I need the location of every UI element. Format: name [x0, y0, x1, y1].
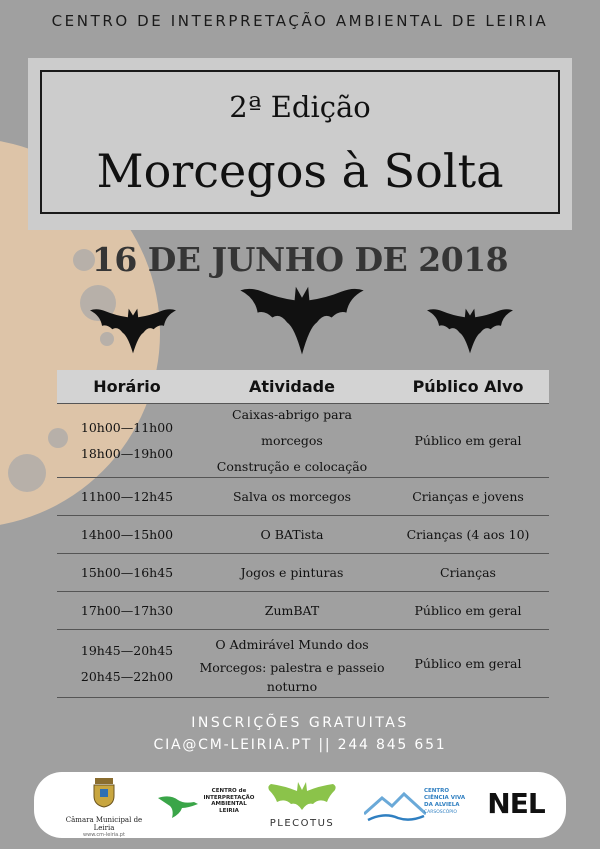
organization-line: CENTRO DE INTERPRETAÇÃO AMBIENTAL DE LEIRIA [51, 12, 549, 30]
table-row [57, 630, 549, 698]
time-cell: 14h00—15h00 [80, 526, 174, 542]
activity-cell: Salva os morcegos [232, 488, 352, 504]
activity-cell: O BATista [260, 526, 324, 542]
registration-note: INSCRIÇÕES GRATUITAS [191, 715, 409, 731]
event-title: Morcegos à Solta [96, 144, 504, 198]
camara-name: Câmara Municipal de Leiria [65, 816, 143, 832]
plecotus-logo [266, 782, 338, 832]
table-row [57, 592, 549, 630]
audience-cell: Público em geral [414, 602, 522, 618]
bat-icon [90, 304, 176, 358]
camara-logo [56, 778, 152, 838]
cia-line1: CENTRO de [211, 788, 247, 794]
bat-icon [427, 304, 513, 358]
activity-cell: O Admirável Mundo dos Morcegos: palestra e passeio noturno [199, 636, 385, 694]
event-date: 16 DE JUNHO DE 2018 [91, 240, 509, 279]
ciencia-line1: CENTRO [424, 788, 450, 794]
audience-cell: Crianças [440, 564, 496, 580]
time-cell: 19h45—20h45 20h45—22h00 [80, 642, 174, 684]
cia-logo [158, 786, 264, 826]
time-cell: 10h00—11h00 18h00—19h00 [80, 419, 174, 461]
sponsor-logos [34, 772, 566, 838]
moon-crater [8, 454, 46, 492]
plecotus-name: PLECOTUS [269, 818, 335, 829]
coat-of-arms-icon [91, 778, 117, 808]
camara-url: www.cm-leiria.pt [83, 832, 125, 838]
header-time: Horário [93, 377, 161, 396]
contact-info[interactable]: CIA@CM-LEIRIA.PT || 244 845 651 [153, 737, 447, 753]
table-row [57, 478, 549, 516]
header-activity: Atividade [249, 377, 335, 396]
nel-logo: NEL [487, 787, 545, 820]
schedule-table [57, 370, 549, 698]
table-row [57, 554, 549, 592]
ciencia-line3: DA ALVIELA [424, 802, 460, 808]
cia-line4: LEIRIA [219, 807, 239, 814]
audience-cell: Crianças e jovens [412, 488, 524, 504]
cia-line2: INTERPRETAÇÃO [203, 794, 255, 801]
ciencia-line4: CARSOSCÓPIO [424, 810, 457, 815]
ciencia-line2: CIÊNCIA VIVA [424, 795, 466, 801]
ciencia-viva-logo [364, 786, 476, 826]
table-header [57, 370, 549, 404]
time-cell: 17h00—17h30 [80, 602, 174, 618]
bat-icon [236, 283, 368, 357]
time-cell: 15h00—16h45 [80, 564, 174, 580]
cia-line3: AMBIENTAL [211, 801, 247, 807]
bird-icon [158, 792, 198, 820]
mountain-icon [364, 790, 426, 824]
edition-title: 2ª Edição [229, 90, 371, 124]
activity-cell: Jogos e pinturas [240, 564, 344, 580]
audience-cell: Público em geral [414, 432, 522, 448]
audience-cell: Público em geral [414, 655, 522, 671]
table-row [57, 404, 549, 478]
audience-cell: Crianças (4 aos 10) [406, 526, 530, 542]
time-cell: 11h00—12h45 [80, 488, 174, 504]
table-row [57, 516, 549, 554]
header-audience: Público Alvo [412, 377, 524, 396]
activity-cell: ZumBAT [264, 602, 320, 618]
bat-logo-icon [267, 782, 337, 812]
activity-cell: Caixas-abrigo para morcegos Construção e colocação [216, 406, 368, 474]
